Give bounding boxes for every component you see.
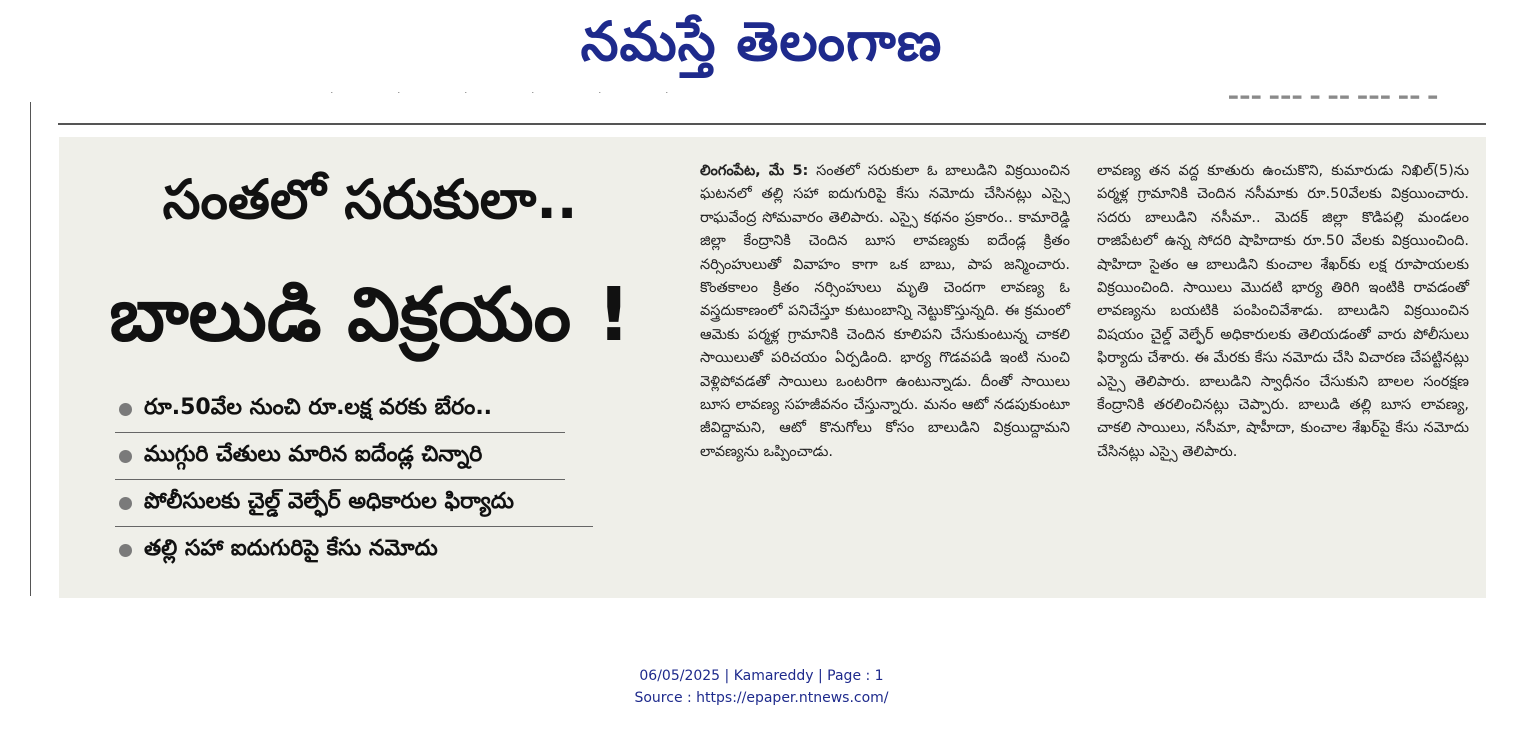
- masthead-logo: నమస్తే తెలంగాణ: [580, 9, 943, 73]
- highlight-text: తల్లి సహా ఐదుగురిపై కేసు నమోదు: [144, 535, 438, 561]
- bullet-dot-icon: [119, 450, 132, 463]
- highlight-text: రూ.50వేల నుంచి రూ.లక్ష వరకు బేరం..: [144, 394, 493, 420]
- article-column-2: [1097, 160, 1469, 464]
- bullet-dot-icon: [119, 403, 132, 416]
- highlight-item: [115, 386, 715, 433]
- footer-edition-info: 06/05/2025 | Kamareddy | Page : 1: [639, 668, 884, 684]
- highlights-list: [115, 386, 715, 574]
- article-column-1: [700, 160, 1070, 464]
- footer-source: Source : https://epaper.ntnews.com/: [634, 690, 889, 706]
- bullet-dot-icon: [119, 497, 132, 510]
- article-dateline: లింగంపేట, మే 5:: [700, 163, 809, 179]
- page-border-line: [30, 102, 31, 596]
- highlight-text: పోలీసులకు చైల్డ్ వెల్ఫేర్ అధికారుల ఫిర్యాదు: [144, 488, 514, 514]
- bullet-dot-icon: [119, 544, 132, 557]
- header-rule: [58, 123, 1486, 125]
- article-body-2: లావణ్య తన వద్ద కూతురు ఉంచుకొని, కుమారుడు నిఖిల్(5)ను పర్మళ్ల గ్రామానికి చెందిన నసీమాకు రూ.50వేలకు విక్రయించారు. సదరు బాలుడిని నసీమా.. మెదక్ జిల్లా కొడిపల్లి మండలం రాజిపేటలో ఉన్న సోదరి షాహిదాకు రూ.50 వేలకు విక్రయించింది. షాహిదా సైతం ఆ బాలుడిని కుంచాల శేఖర్‌కు లక్ష రూపాయలకు విక్రయించింది. సాయిలు మొదటి భార్య తిరిగి ఇంటికి రావడంతో లావణ్యను బయటికి పంపించివేశాడు. బాలుడిని విక్రయించిన విషయం చైల్డ్ వెల్ఫేర్ అధికారులకు తెలియడంతో వారు పోలీసులు ఫిర్యాదు చేశారు. ఈ మేరకు కేసు నమోదు చేసి విచారణ చేపట్టినట్లు ఎస్సై తెలిపారు. బాలుడిని స్వాధీనం చేసుకుని బాలల సంరక్షణ కేంద్రానికి తరలించినట్లు చెప్పారు. బాలుడి తల్లి బూస లావణ్య, చాకలి సాయిలు, నసీమా, షాహీదా, కుంచాల శేఖర్‌పై కేసు నమోదు చేసినట్లు ఎస్సై తెలిపారు.: [1097, 163, 1469, 460]
- highlight-item: [115, 433, 715, 480]
- highlight-text: ముగ్గురి చేతులు మారిన ఐదేండ్ల చిన్నారి: [144, 441, 483, 467]
- cropped-text-strip: · · · · · · ▂▂▂ ▂▂▂ ▂ ▂▂ ▂▂▂ ▂▂ ▂: [330, 92, 1440, 99]
- headline-line-1: సంతలో సరుకులా..: [162, 168, 578, 231]
- article-body-1: సంతలో సరుకులా ఓ బాలుడిని విక్రయించిన ఘటనలో తల్లి సహా ఐదుగురిపై కేసు నమోదు చేసినట్లు ఎస్సై రాఘవేంద్ర సోమవారం తెలిపారు. ఎస్సై కథనం ప్రకారం.. కామారెడ్డి జిల్లా కేంద్రానికి చెందిన బూస లావణ్యకు ఐదేండ్ల క్రితం నర్సింహులుతో వివాహం కాగా ఒక బాబు, పాప జన్మించారు. కొంతకాలం క్రితం నర్సింహులు మృతి చెందగా లావణ్య ఓ వస్త్రదుకాణంలో పనిచేస్తూ కుటుంబాన్ని నెట్టుకొస్తున్నది. ఈ క్రమంలో ఆమెకు పర్మళ్ల గ్రామానికి చెందిన కూలిపని చేసుకుంటున్న చాకలి సాయిలుతో పరిచయం ఏర్పడింది. భార్య గొడవపడి ఇంటి నుంచి వెళ్లిపోవడతో సాయిలు ఒంటరిగా ఉంటున్నాడు. దీంతో సాయిలు బూస లావణ్య సహజీవనం చేస్తున్నారు. మనం ఆటో నడపుకుంటూ జీవిద్దామని, ఆటో కొనుగోలు కోసం బాలుడిని విక్రయిద్దామని లావణ్యను ఒప్పించాడు.: [700, 163, 1070, 460]
- headline-line-2: బాలుడి విక్రయం !: [109, 272, 631, 358]
- highlight-item: [115, 527, 715, 574]
- highlight-item: [115, 480, 715, 527]
